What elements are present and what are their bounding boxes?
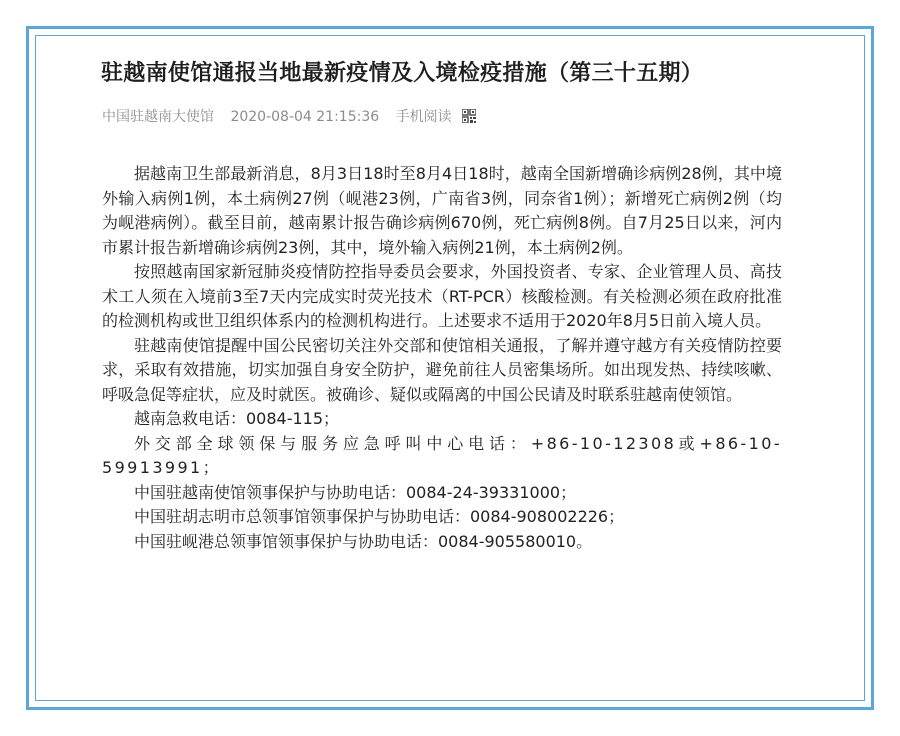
qr-code-icon[interactable] (462, 109, 476, 123)
paragraph-safety-reminder: 驻越南使馆提醒中国公民密切关注外交部和使馆相关通报，了解并遵守越方有关疫情防控要求，采取有效措施，切实加强自身安全防护，避免前往人员密集场所。如出现发热、持续咳嗽、呼吸急促等症状，应及时就医。被确诊、疑似或隔离的中国公民请及时联系驻越南使领馆。 (102, 335, 782, 404)
article-datetime: 2020-08-04 21:15:36 (230, 109, 380, 125)
contact-emergency: 越南急救电话：0084-115； (134, 409, 340, 428)
contact-mfa-hotline: 外交部全球领保与服务应急呼叫中心电话：+86-10-12308或+86-10-59913991； (102, 433, 782, 477)
paragraph-entry-requirements: 按照越南国家新冠肺炎疫情防控指导委员会要求，外国投资者、专家、企业管理人员、高技术工人须在入境前3至7天内完成实时荧光技术（RT-PCR）核酸检测。有关检测必须在政府批准的检测机构或世卫组织体系内的检测机构进行。上述要求不适用于2020年8月5日前入境人员。 (102, 262, 782, 330)
article-source[interactable]: 中国驻越南大使馆 (102, 109, 214, 125)
contact-hcmc-consulate: 中国驻胡志明市总领事馆领事保护与协助电话：0084-908002226； (134, 507, 625, 526)
contact-embassy: 中国驻越南使馆领事保护与协助电话：0084-24-39331000； (134, 482, 577, 502)
paragraph-epidemic-update: 据越南卫生部最新消息，8月3日18时至8月4日18时，越南全国新增确诊病例28例，其中境外输入病例1例，本土病例27例（岘港23例，广南省3例，同奈省1例）；新增死亡病例2例（均为岘港病例）。截至目前，越南累计报告确诊病例670例，死亡病例8例。自7月25日以来，河内市累计报告新增确诊病例23例，其中，境外输入病例21例，本土病例2例。 (102, 164, 782, 257)
article-title: 驻越南使馆通报当地最新疫情及入境检疫措施（第三十五期） (101, 61, 704, 86)
contact-danang-consulate: 中国驻岘港总领事馆领事保护与协助电话：0084-905580010。 (134, 531, 593, 551)
article-body (102, 162, 782, 554)
mobile-read-link[interactable]: 手机阅读 (395, 109, 452, 125)
article-meta (102, 106, 476, 126)
